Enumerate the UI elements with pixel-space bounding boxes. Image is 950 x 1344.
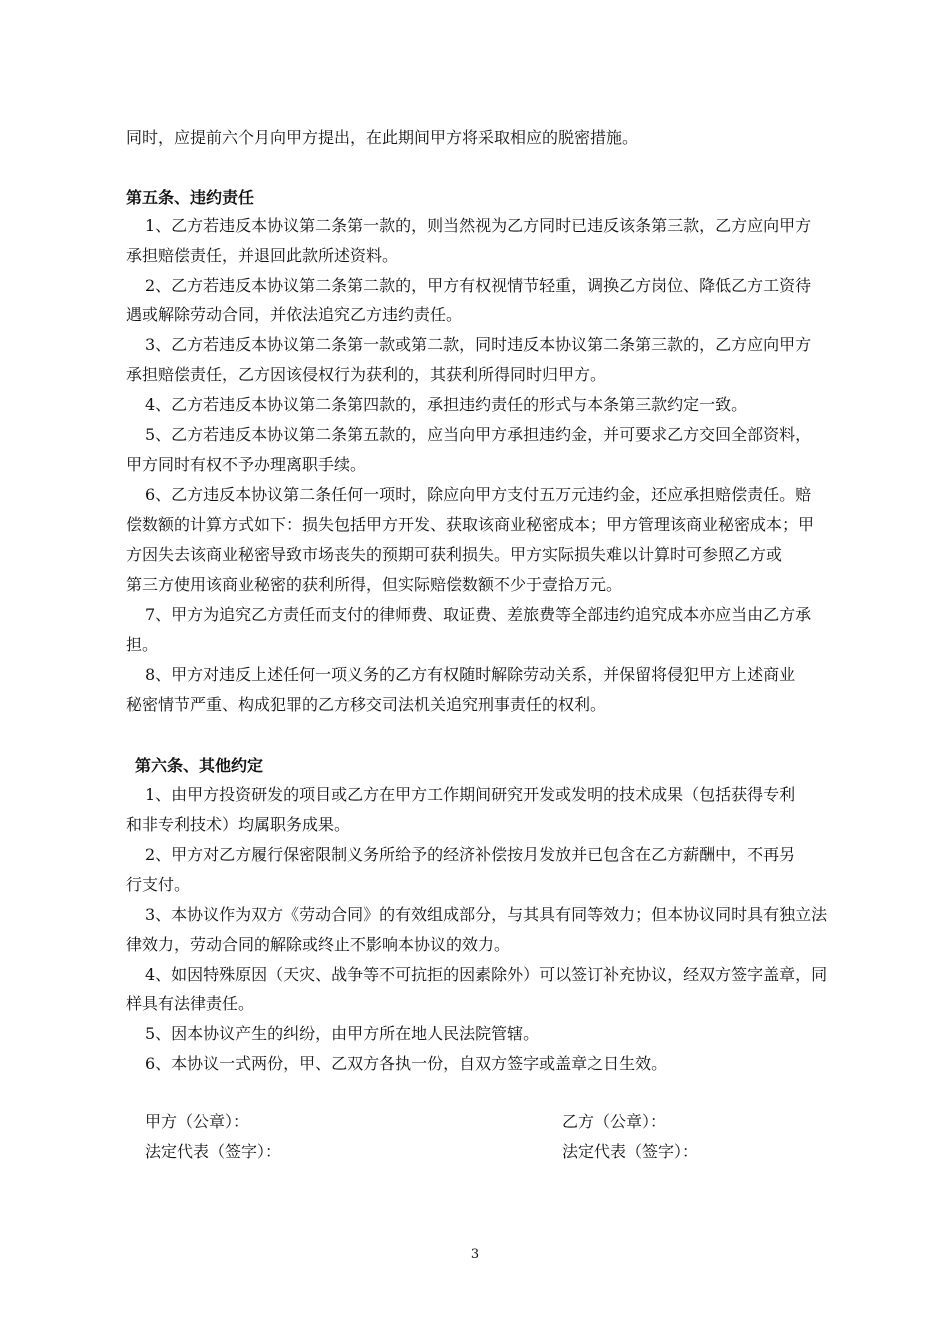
paragraph-line: 2、甲方对乙方履行保密限制义务所给予的经济补偿按月发放并已包含在乙方薪酬中，不再另	[145, 845, 796, 864]
paragraph-line: 秘密情节严重、构成犯罪的乙方移交司法机关追究刑事责任的权利。	[126, 695, 607, 714]
party-a-rep-label: 法定代表（签字）：	[145, 1142, 282, 1161]
paragraph-line: 样具有法律责任。	[126, 994, 255, 1013]
paragraph-line: 4、乙方若违反本协议第二条第四款的，承担违约责任的形式与本条第三款约定一致。	[145, 395, 748, 414]
paragraph-line: 担。	[126, 635, 159, 654]
paragraph-line: 6、本协议一式两份，甲、乙双方各执一份，自双方签字或盖章之日生效。	[145, 1054, 668, 1073]
paragraph-line: 承担赔偿责任，并退回此款所述资料。	[126, 246, 399, 265]
section-heading-5: 第五条、违约责任	[126, 188, 255, 207]
paragraph-line: 行支付。	[126, 875, 191, 894]
section-heading-6: 第六条、其他约定	[135, 756, 264, 775]
paragraph-line: 方因失去该商业秘密导致市场丧失的预期可获利损失。甲方实际损失难以计算时可参照乙方或	[126, 545, 783, 564]
paragraph-line: 偿数额的计算方式如下：损失包括甲方开发、获取该商业秘密成本；甲方管理该商业秘密成本；甲	[126, 515, 815, 534]
paragraph-line: 第三方使用该商业秘密的获利所得，但实际赔偿数额不少于壹拾万元。	[126, 575, 623, 594]
paragraph-line: 1、由甲方投资研发的项目或乙方在甲方工作期间研究开发或发明的技术成果（包括获得专利	[145, 785, 796, 804]
paragraph-line: 4、如因特殊原因（天灾、战争等不可抗拒的因素除外）可以签订补充协议，经双方签字盖章，同	[145, 965, 828, 984]
paragraph-line: 1、乙方若违反本协议第二条第一款的，则当然视为乙方同时已违反该条第三款，乙方应向甲方	[145, 216, 812, 235]
paragraph-line: 3、本协议作为双方《劳动合同》的有效组成部分，与其具有同等效力；但本协议同时具有独立法	[145, 905, 828, 924]
paragraph-line: 6、乙方违反本协议第二条任何一项时，除应向甲方支付五万元违约金，还应承担赔偿责任。赔	[145, 485, 812, 504]
paragraph-line: 7、甲方为追究乙方责任而支付的律师费、取证费、差旅费等全部违约追究成本亦应当由乙方承	[145, 605, 812, 624]
paragraph-line: 律效力，劳动合同的解除或终止不影响本协议的效力。	[126, 935, 511, 954]
paragraph-line: 甲方同时有权不予办理离职手续。	[126, 455, 367, 474]
paragraph-line: 2、乙方若违反本协议第二条第二款的，甲方有权视情节轻重，调换乙方岗位、降低乙方工资待	[145, 276, 812, 295]
party-b-rep-label: 法定代表（签字）：	[562, 1142, 699, 1161]
paragraph-line: 5、因本协议产生的纠纷，由甲方所在地人民法院管辖。	[145, 1024, 540, 1043]
paragraph-line: 承担赔偿责任，乙方因该侵权行为获利的，其获利所得同时归甲方。	[126, 365, 607, 384]
party-a-seal-label: 甲方（公章）：	[145, 1112, 250, 1131]
paragraph-line: 遇或解除劳动合同，并依法追究乙方违约责任。	[126, 305, 463, 324]
paragraph-line: 和非专利技术）均属职务成果。	[126, 815, 351, 834]
paragraph-line: 同时，应提前六个月向甲方提出，在此期间甲方将采取相应的脱密措施。	[126, 128, 639, 147]
paragraph-line: 8、甲方对违反上述任何一项义务的乙方有权随时解除劳动关系，并保留将侵犯甲方上述商业	[145, 665, 796, 684]
paragraph-line: 5、乙方若违反本协议第二条第五款的，应当向甲方承担违约金，并可要求乙方交回全部资料，	[145, 425, 812, 444]
paragraph-line: 3、乙方若违反本协议第二条第一款或第二款，同时违反本协议第二条第三款的，乙方应向甲方	[145, 335, 812, 354]
party-b-seal-label: 乙方（公章）：	[562, 1112, 667, 1131]
page-number: 3	[470, 1247, 480, 1262]
